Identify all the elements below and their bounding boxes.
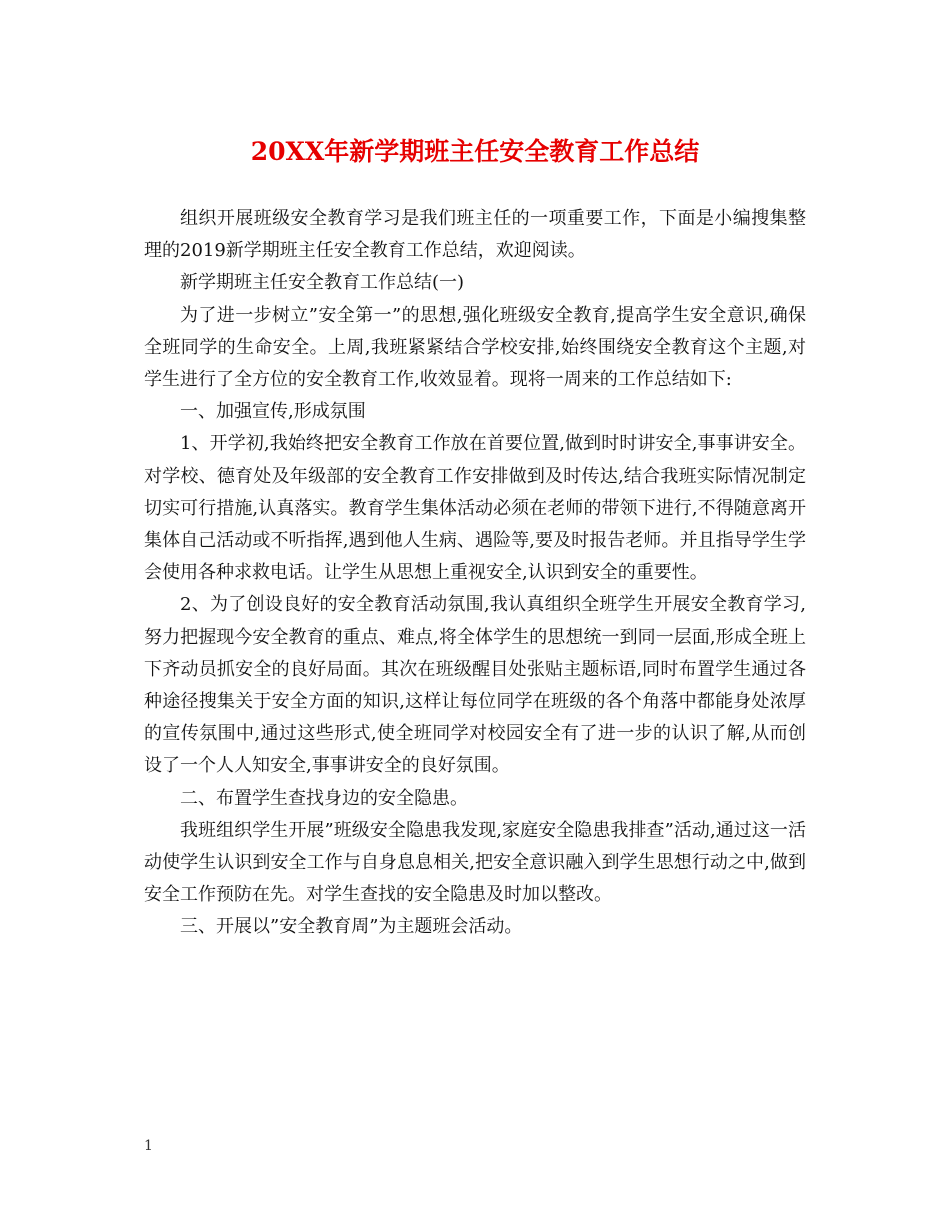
- page-number: 1: [144, 1138, 153, 1154]
- section-heading-3: 三、开展以”安全教育周”为主题班会活动。: [180, 916, 523, 938]
- paragraph-purpose: 为了进一步树立”安全第一”的思想,强化班级安全教育,提高学生安全意识,确保全班同学的生命安全。上周,我班紧紧结合学校安排,始终围绕安全教育这个主题,对学生进行了全方位的安全教育工作,收效显着。现将一周来的工作总结如下:: [144, 304, 806, 391]
- paragraph-item-2: 2、为了创设良好的安全教育活动氛围,我认真组织全班学生开展安全教育学习,努力把握现今安全教育的重点、难点,将全体学生的思想统一到同一层面,形成全班上下齐动员抓安全的良好局面。其次在班级醒目处张贴主题标语,同时布置学生通过各种途径搜集关于安全方面的知识,这样让每位同学在班级的各个角落中都能身处浓厚的宣传氛围中,通过这些形式,使全班同学对校园安全有了进一步的认识了解,从而创设了一个人人知安全,事事讲安全的良好氛围。: [144, 594, 806, 777]
- paragraph-intro: 组织开展班级安全教育学习是我们班主任的一项重要工作，下面是小编搜集整理的2019新学期班主任安全教育工作总结，欢迎阅读。: [144, 208, 806, 262]
- document-body: [144, 203, 806, 944]
- section-heading-1: 一、加强宣传,形成氛围: [180, 401, 366, 423]
- paragraph-hazard-activity: 我班组织学生开展”班级安全隐患我发现,家庭安全隐患我排查”活动,通过这一活动使学生认识到安全工作与自身息息相关,把安全意识融入到学生思想行动之中,做到安全工作预防在先。对学生查找的安全隐患及时加以整改。: [144, 819, 806, 906]
- paragraph-subtitle: 新学期班主任安全教育工作总结(一): [180, 272, 465, 294]
- paragraph-item-1: 1、开学初,我始终把安全教育工作放在首要位置,做到时时讲安全,事事讲安全。对学校、德育处及年级部的安全教育工作安排做到及时传达,结合我班实际情况制定切实可行措施,认真落实。教育学生集体活动必须在老师的带领下进行,不得随意离开集体自己活动或不听指挥,遇到他人生病、遇险等,要及时报告老师。并且指导学生学会使用各种求救电话。让学生从思想上重视安全,认识到安全的重要性。: [144, 433, 806, 584]
- section-heading-2: 二、布置学生查找身边的安全隐患。: [180, 787, 468, 809]
- document-title: 20XX年新学期班主任安全教育工作总结: [250, 137, 700, 166]
